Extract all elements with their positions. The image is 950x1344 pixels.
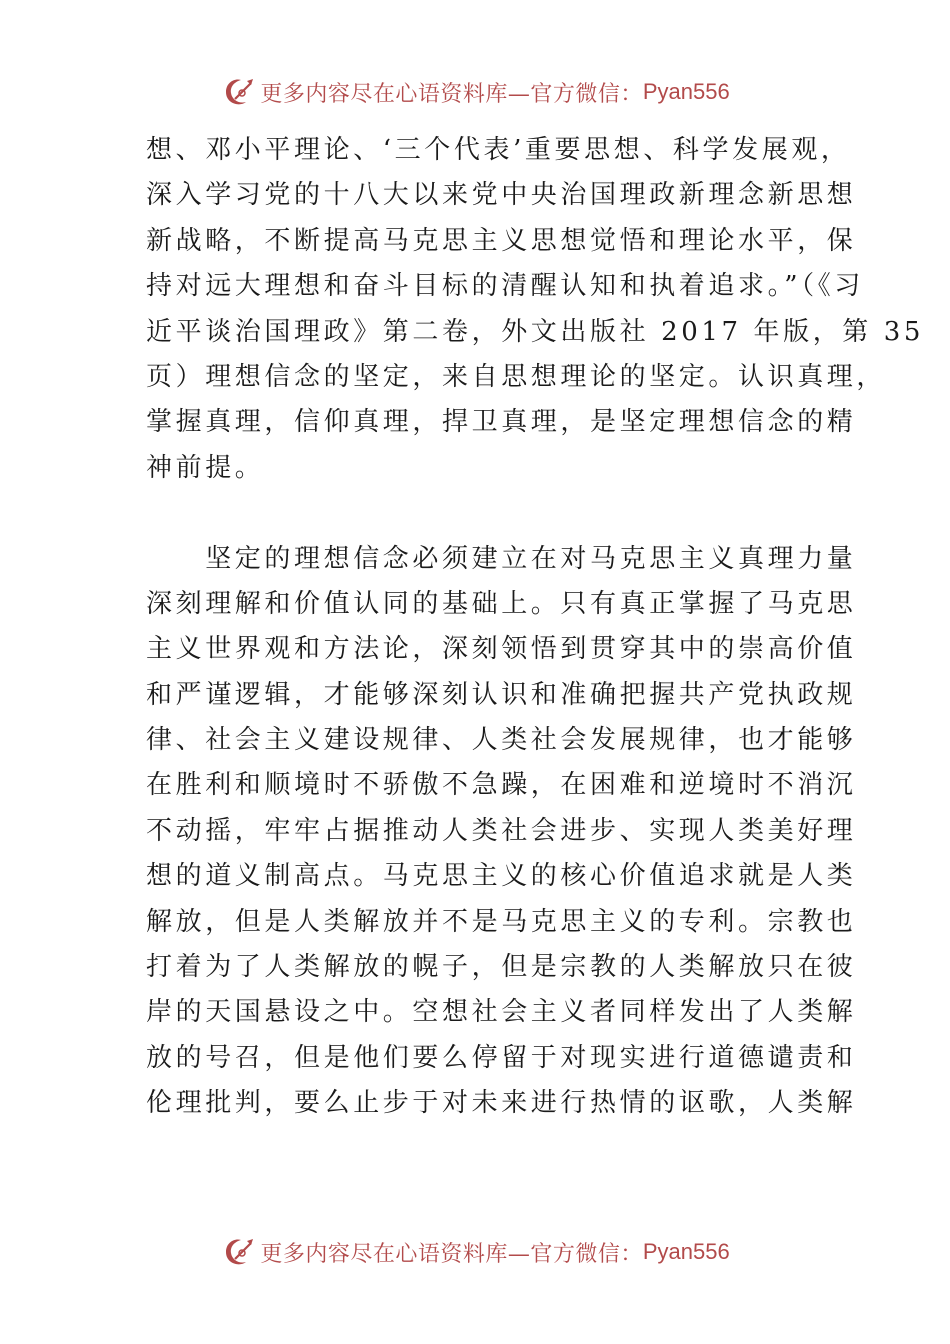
text-line: 放的号召，但是他们要么停留于对现实进行道德谴责和 bbox=[146, 1042, 857, 1073]
text-line: 不动摇，牢牢占据推动人类社会进步、实现人类美好理 bbox=[146, 815, 857, 846]
text-line: 岸的天国悬设之中。空想社会主义者同样发出了人类解 bbox=[146, 997, 857, 1028]
text-line: 伦理批判，要么止步于对未来进行热情的讴歌，人类解 bbox=[146, 1088, 857, 1119]
paragraph-2 bbox=[146, 537, 857, 1127]
header-wechat-id: Pyan556 bbox=[642, 79, 730, 104]
text-line: 在胜利和顺境时不骄傲不急躁，在困难和逆境时不消沉 bbox=[146, 770, 857, 801]
text-line: 掌握真理，信仰真理，捍卫真理，是坚定理想信念的精 bbox=[146, 407, 857, 438]
brand-logo-icon bbox=[220, 75, 258, 109]
text-line: 解放，但是人类解放并不是马克思主义的专利。宗教也 bbox=[146, 906, 857, 937]
header-brand-text: 更多内容尽在心语资料库—官方微信： bbox=[260, 81, 643, 107]
text-line: 深刻理解和价值认同的基础上。只有真正掌握了马克思 bbox=[146, 588, 857, 619]
header-banner bbox=[0, 72, 950, 112]
text-line: 和严谨逻辑，才能够深刻认识和准确把握共产党执政规 bbox=[146, 679, 857, 710]
text-line: 近平谈治国理政》第二卷，外文出版社 2017 年版，第 35 bbox=[146, 316, 925, 347]
paragraph-1 bbox=[146, 128, 925, 491]
text-line: 页）理想信念的坚定，来自思想理论的坚定。认识真理， bbox=[146, 361, 887, 392]
text-line: 主义世界观和方法论，深刻领悟到贯穿其中的崇高价值 bbox=[146, 634, 857, 665]
footer-brand-text: 更多内容尽在心语资料库—官方微信： bbox=[260, 1241, 643, 1267]
text-line: 坚定的理想信念必须建立在对马克思主义真理力量 bbox=[146, 543, 857, 574]
text-line: 打着为了人类解放的幌子，但是宗教的人类解放只在彼 bbox=[146, 952, 857, 983]
footer-wechat-id: Pyan556 bbox=[642, 1239, 730, 1264]
text-line: 律、社会主义建设规律、人类社会发展规律，也才能够 bbox=[146, 725, 857, 756]
paragraph-spacer bbox=[146, 491, 816, 536]
footer-banner bbox=[0, 1232, 950, 1272]
text-line: 神前提。 bbox=[146, 452, 265, 483]
text-line: 新战略，不断提高马克思主义思想觉悟和理论水平，保 bbox=[146, 225, 857, 256]
text-line: 深入学习党的十八大以来党中央治国理政新理念新思想 bbox=[146, 180, 857, 211]
brand-logo-icon bbox=[220, 1235, 258, 1269]
text-line: 持对远大理想和奋斗目标的清醒认知和执着追求。”（《习 bbox=[146, 271, 864, 302]
document-body bbox=[146, 128, 925, 1127]
text-line: 想、邓小平理论、‘三个代表’重要思想、科学发展观， bbox=[146, 135, 851, 165]
text-line: 想的道义制高点。马克思主义的核心价值追求就是人类 bbox=[146, 861, 857, 892]
